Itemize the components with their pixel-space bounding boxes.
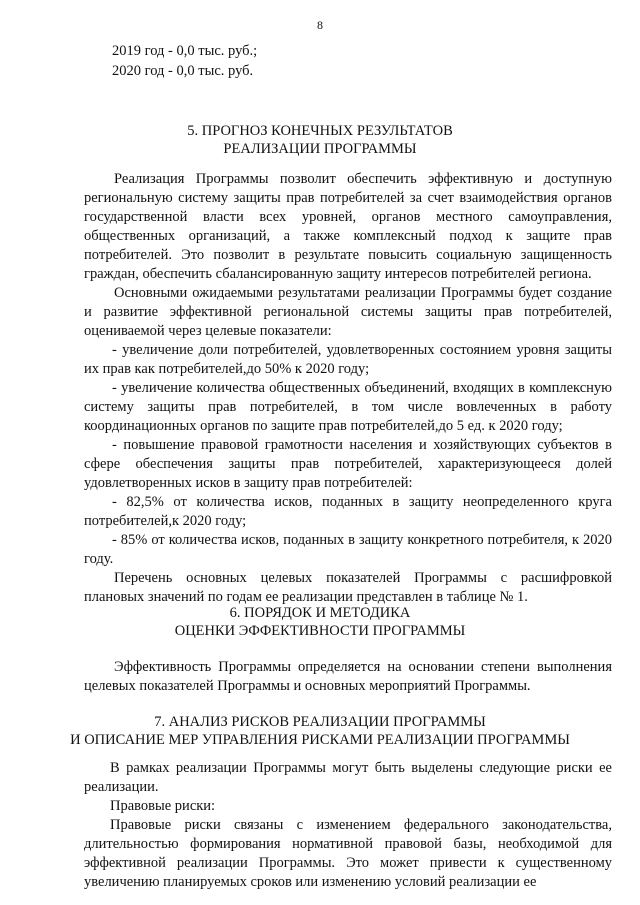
section-6-heading-line-1: 6. ПОРЯДОК И МЕТОДИКА [229,605,411,621]
list-item: - 85% от количества исков, поданных в защиту конкретного потребителя, к 2020 году. [84,532,612,567]
paragraph: В рамках реализации Программы могут быть выделены следующие риски ее реализации. [84,760,612,795]
section-6-heading-line-2: ОЦЕНКИ ЭФФЕКТИВНОСТИ ПРОГРАММЫ [174,623,466,639]
budget-line-2019: 2019 год - 0,0 тыс. руб.; [112,43,258,59]
section-5-heading-line-1: 5. ПРОГНОЗ КОНЕЧНЫХ РЕЗУЛЬТАТОВ [187,123,453,139]
paragraph: Реализация Программы позволит обеспечить эффективную и доступную региональную систему защиты прав потребителей за счет взаимодействия органов государственной власти всех уровней, органов местного самоуправления, общественных организаций, а также комплексный подход к защите прав потребителей. Это позволит в результате повысить социальную защищенность граждан, обеспечить сбалансированную защиту интересов потребителей региона. [84,171,612,282]
paragraph: Перечень основных целевых показателей Программы с расшифровкой плановых значений по годам ее реализации представлен в таблице № 1. [84,570,612,605]
list-item: - 82,5% от количества исков, поданных в защиту неопределенного круга потребителей,к 2020 году; [84,494,612,529]
list-item: - увеличение доли потребителей, удовлетворенных состоянием уровня защиты их прав как потребителей,до 50% к 2020 году; [84,342,612,377]
section-7-body [84,759,612,892]
section-7-heading-line-1: 7. АНАЛИЗ РИСКОВ РЕАЛИЗАЦИИ ПРОГРАММЫ [154,714,486,730]
paragraph: Эффективность Программы определяется на основании степени выполнения целевых показателей Программы и основных мероприятий Программы. [84,659,612,694]
section-5-body [84,170,612,607]
paragraph: Основными ожидаемыми результатами реализации Программы будет создание и развитие эффективной региональной системы защиты прав потребителей, оцениваемой через целевые показатели: [84,285,612,339]
paragraph: Правовые риски: [110,798,216,814]
budget-line-2020: 2020 год - 0,0 тыс. руб. [112,63,254,79]
list-item: - увеличение количества общественных объединений, входящих в комплексную систему защиты прав потребителей, в том числе вовлеченных в работу координационных органов по защите прав потребителей,до 5 ед. к 2020 году; [84,380,612,434]
section-6-body [84,658,612,696]
section-7-heading-line-2: И ОПИСАНИЕ МЕР УПРАВЛЕНИЯ РИСКАМИ РЕАЛИЗАЦИИ ПРОГРАММЫ [70,732,570,748]
page-number: 8 [317,18,323,32]
list-item: - повышение правовой грамотности населения и хозяйствующих субъектов в сфере обеспечения защиты прав потребителей, характеризующееся долей удовлетворенных исков в защиту прав потребителей: [84,437,612,491]
section-5-heading-line-2: РЕАЛИЗАЦИИ ПРОГРАММЫ [223,141,417,157]
paragraph: Правовые риски связаны с изменением федерального законодательства, длительностью формирования нормативной правовой базы, необходимой для эффективной реализации Программы. Это может привести к существенному увеличению планируемых сроков или изменению условий реализации ее [84,817,612,890]
